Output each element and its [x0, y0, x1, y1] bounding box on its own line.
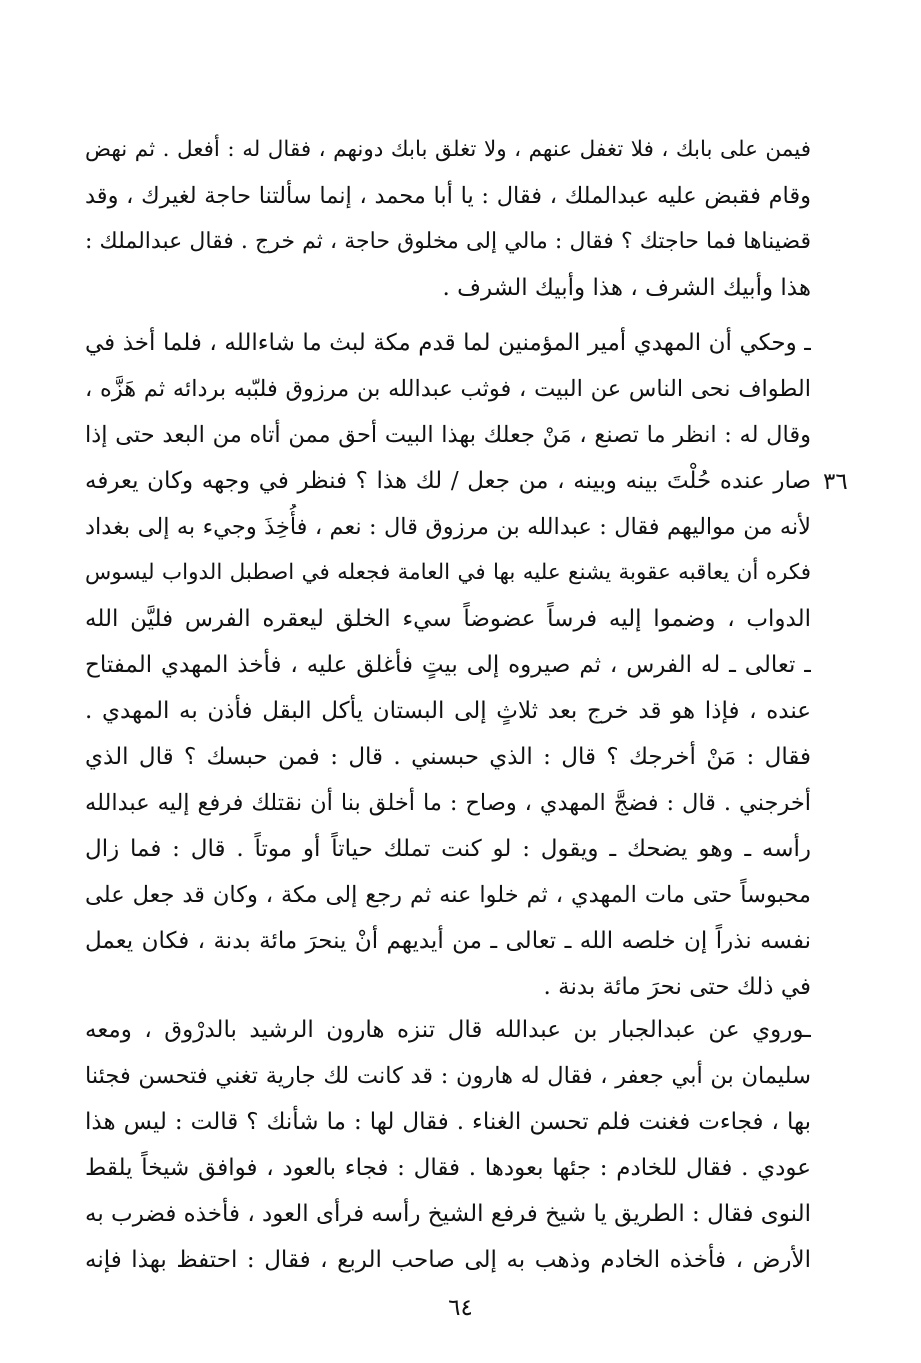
- text-line: الدواب ، وضموا إليه فرساً عضوضاً سيء الخلق ليعقره الفرس فليَّن الله: [85, 606, 811, 632]
- text-line: عودي . فقال للخادم : جئها بعودها . فقال : فجاء بالعود ، فوافق شيخاً يلقط: [85, 1155, 811, 1181]
- paragraph-2: [85, 320, 811, 1010]
- paragraph-3: [85, 1007, 811, 1283]
- text-line: صار عنده حُلْتَ بينه وبينه ، من جعل / لك هذا ؟ فنظر في وجهه وكان يعرفه: [85, 468, 811, 494]
- text-line: قضيناها فما حاجتك ؟ فقال : مالي إلى مخلوق حاجة ، ثم خرج . فقال عبدالملك :: [85, 229, 811, 254]
- text-line: وقال له : انظر ما تصنع ، مَنْ جعلك بهذا البيت أحق ممن أتاه من البعد حتى إذا: [85, 422, 811, 448]
- text-line: فيمن على بابك ، فلا تغفل عنهم ، ولا تغلق بابك دونهم ، فقال له : أفعل . ثم نهض: [85, 137, 811, 162]
- text-line: فكره أن يعاقبه عقوبة يشنع عليه بها في العامة فجعله في اصطبل الدواب ليسوس: [85, 560, 811, 585]
- text-line: ـ وحكي أن المهدي أمير المؤمنين لما قدم مكة لبث ما شاءالله ، فلما أخذ في: [85, 330, 811, 356]
- text-line: ـ تعالى ـ له الفرس ، ثم صيروه إلى بيتٍ فأغلق عليه ، فأخذ المهدي المفتاح: [85, 652, 811, 678]
- margin-page-reference: ٣٦: [823, 469, 848, 495]
- text-line: هذا وأبيك الشرف ، هذا وأبيك الشرف .: [442, 275, 811, 301]
- text-line: الطواف نحى الناس عن البيت ، فوثب عبدالله بن مرزوق فلبّبه بردائه ثم هَزَّه ،: [85, 376, 811, 402]
- text-line: عنده ، فإذا هو قد خرج بعد ثلاثٍ إلى البستان يأكل البقل فأذن به المهدي .: [85, 698, 811, 724]
- page-number: ٦٤: [448, 1295, 473, 1321]
- text-line: لأنه من مواليهم فقال : عبدالله بن مرزوق قال : نعم ، فأُخِذَ وجيء به إلى بغداد: [85, 514, 811, 540]
- text-line: الأرض ، فأخذه الخادم وذهب به إلى صاحب الربع ، فقال : احتفظ بهذا فإنه: [85, 1247, 811, 1273]
- text-line: أخرجني . قال : فضجَّ المهدي ، وصاح : ما أخلق بنا أن نقتلك فرفع إليه عبدالله: [85, 790, 811, 816]
- text-line: النوى فقال : الطريق يا شيخ فرفع الشيخ رأسه فرأى العود ، فأخذه فضرب به: [85, 1201, 811, 1227]
- paragraph-1: [85, 127, 811, 311]
- text-line: وقام فقبض عليه عبدالملك ، فقال : يا أبا محمد ، إنما سألتنا حاجة لغيرك ، وقد: [85, 183, 811, 209]
- text-line: سليمان بن أبي جعفر ، فقال له هارون : قد كانت لك جارية تغني فتحسن فجئنا: [85, 1063, 811, 1089]
- text-line: في ذلك حتى نحرَ مائة بدنة .: [543, 974, 811, 1000]
- text-line: ـوروي عن عبدالجبار بن عبدالله قال تنزه هارون الرشيد بالدرْوق ، ومعه: [85, 1017, 811, 1043]
- text-line: بها ، فجاءت فغنت فلم تحسن الغناء . فقال لها : ما شأنك ؟ قالت : ليس هذا: [85, 1109, 811, 1135]
- text-line: نفسه نذراً إن خلصه الله ـ تعالى ـ من أيديهم أنْ ينحرَ مائة بدنة ، فكان يعمل: [85, 928, 811, 954]
- text-line: محبوساً حتى مات المهدي ، ثم خلوا عنه ثم رجع إلى مكة ، وكان قد جعل على: [85, 882, 811, 908]
- text-line: رأسه ـ وهو يضحك ـ ويقول : لو كنت تملك حياتاً أو موتاً . قال : فما زال: [85, 836, 811, 862]
- text-line: فقال : مَنْ أخرجك ؟ قال : الذي حبسني . قال : فمن حبسك ؟ قال الذي: [85, 744, 811, 770]
